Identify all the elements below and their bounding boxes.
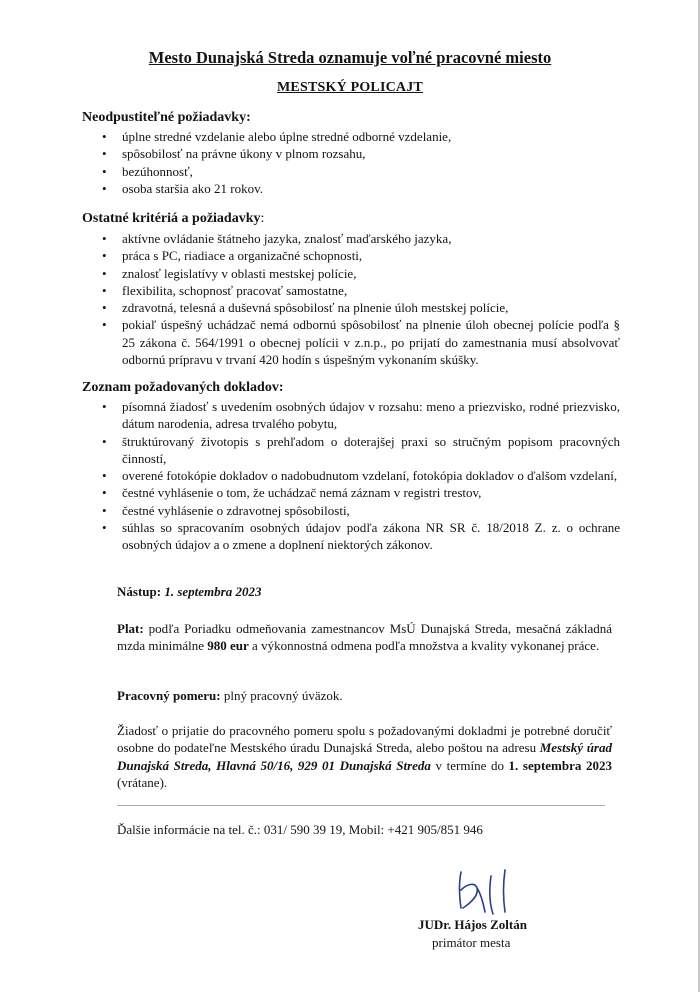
list-item-text: overené fotokópie dokladov o nadobudnutom vzdelaní, fotokópia dokladov o ďalšom vzdelaní, — [122, 468, 618, 484]
list-item-text: práca s PC, riadiace a organizačné schopnosti, — [122, 248, 363, 264]
list-item — [100, 282, 620, 299]
list-item-text: znalosť legislatívy v oblasti mestskej polície, — [122, 265, 357, 281]
bullet-icon: • — [102, 300, 107, 316]
list-item — [100, 398, 620, 433]
criteria-heading-colon: : — [260, 211, 265, 226]
salary-paragraph — [117, 620, 612, 655]
list-item — [100, 128, 620, 145]
page-title: Mesto Dunajská Streda oznamuje voľné pracovné miesto — [148, 48, 552, 67]
bullet-icon: • — [102, 520, 107, 536]
bullet-icon: • — [102, 163, 107, 179]
bullet-icon: • — [102, 468, 107, 484]
signature-image — [455, 868, 535, 924]
list-item-text: písomná žiadosť s uvedením osobných údajov v rozsahu: meno a priezvisko, rodné priezvisko, dátum narodenia, adresa trvalého pobytu, — [122, 399, 620, 432]
application-paragraph — [117, 722, 612, 791]
list-item-text: úplne stredné vzdelanie alebo úplne stredné odborné vzdelanie, — [122, 129, 452, 144]
bullet-icon: • — [102, 248, 107, 264]
list-item-text: osoba staršia ako 21 rokov. — [122, 180, 264, 196]
list-item — [100, 433, 620, 468]
list-item — [100, 145, 620, 162]
bullet-icon: • — [102, 485, 107, 501]
list-item-text: pokiaľ úspešný uchádzač nemá odbornú spôsobilosť na plnenie úloh obecnej polície podľa § 25 zákona č. 564/1991 o obecnej polícii v z.n.p., po prijatí do zamestnania musí absolvovať odbornú prípravu v trvaní 420 hodín s úspešným vykonaním skúšky. — [122, 317, 620, 368]
list-item — [100, 163, 620, 180]
requirements-list — [100, 128, 620, 197]
contact-info: Ďalšie informácie na tel. č.: 031/ 590 39 19, Mobil: +421 905/851 946 — [117, 822, 483, 837]
divider — [117, 805, 605, 806]
application-deadline: 1. septembra 2023 — [508, 757, 612, 773]
position-title: MESTSKÝ POLICAJT — [277, 80, 423, 95]
criteria-heading-text: Ostatné kritériá a požiadavky — [82, 211, 261, 226]
bullet-icon: • — [102, 433, 107, 449]
start-date — [117, 583, 612, 600]
salary-label: Plat: — [117, 621, 144, 636]
requirements-heading-text: Neodpustiteľné požiadavky: — [82, 110, 251, 125]
list-item — [100, 180, 620, 197]
bullet-icon: • — [102, 231, 107, 246]
salary-amount: 980 eur — [207, 638, 249, 654]
list-item-text: súhlas so spracovaním osobných údajov podľa zákona NR SR č. 18/2018 Z. z. o ochrane osobných údajov a o zmene a doplnení niektorých zákonov. — [122, 520, 620, 553]
list-item — [100, 265, 620, 282]
salary-text-after: a výkonnostná odmena podľa množstva a kvality vykonanej práce. — [248, 638, 600, 654]
signer-role: primátor mesta — [432, 935, 511, 950]
list-item — [100, 316, 620, 368]
criteria-heading — [82, 211, 264, 227]
bullet-icon: • — [102, 399, 107, 414]
list-item-text: bezúhonnosť, — [122, 163, 193, 179]
list-item-text: čestné vyhlásenie o zdravotnej spôsobilosti, — [122, 502, 350, 518]
bullet-icon: • — [102, 180, 107, 196]
list-item — [100, 502, 620, 519]
list-item — [100, 467, 620, 484]
list-item-text: spôsobilosť na právne úkony v plnom rozsahu, — [122, 146, 366, 162]
list-item-text: čestné vyhlásenie o tom, že uchádzač nemá záznam v registri trestov, — [122, 485, 482, 501]
start-label: Nástup: — [117, 584, 162, 599]
bullet-icon: • — [102, 317, 107, 333]
list-item — [100, 299, 620, 316]
list-item — [100, 230, 620, 247]
salary-text-before: podľa Poriadku odmeňovania zamestnancov MsÚ Dunajská Streda, mesačná základná mzda minimálne — [117, 621, 612, 654]
bullet-icon: • — [102, 265, 107, 281]
application-text-before: Žiadosť o prijatie do pracovného pomeru spolu s požadovanými dokladmi je potrebné doručiť osobne do podateľne Mestského úradu Dunajská Streda, alebo poštou na adresu — [117, 723, 612, 756]
application-address: Mestský úrad Dunajská Streda, Hlavná 50/16, 929 01 Dunajská Streda — [117, 740, 612, 773]
requirements-heading — [82, 110, 251, 126]
bullet-icon: • — [102, 146, 107, 162]
list-item-text: aktívne ovládanie štátneho jazyka, znalosť maďarského jazyka, — [122, 231, 452, 246]
list-item-text: štruktúrovaný životopis s prehľadom o doterajšej praxi so stručným popisom pracovných činností, — [122, 433, 620, 466]
documents-heading-text: Zoznam požadovaných dokladov: — [82, 380, 284, 395]
bullet-icon: • — [102, 502, 107, 518]
signer-name: JUDr. Hájos Zoltán — [418, 917, 527, 932]
employment-type — [117, 687, 612, 704]
employment-label: Pracovný pomeru: — [117, 688, 221, 703]
criteria-list — [100, 230, 620, 368]
employment-value: plný pracovný úväzok. — [220, 688, 343, 703]
list-item — [100, 247, 620, 264]
bullet-icon: • — [102, 129, 107, 144]
documents-heading — [82, 380, 283, 396]
list-item — [100, 484, 620, 501]
list-item — [100, 519, 620, 554]
documents-list — [100, 398, 620, 554]
list-item-text: zdravotná, telesná a duševná spôsobilosť na plnenie úloh mestskej polície, — [122, 300, 509, 316]
application-text-after: (vrátane). — [117, 774, 168, 790]
list-item-text: flexibilita, schopnosť pracovať samostatne, — [122, 282, 348, 298]
start-value: 1. septembra 2023 — [164, 584, 262, 599]
application-text-middle: v termíne do — [430, 757, 509, 773]
bullet-icon: • — [102, 282, 107, 298]
